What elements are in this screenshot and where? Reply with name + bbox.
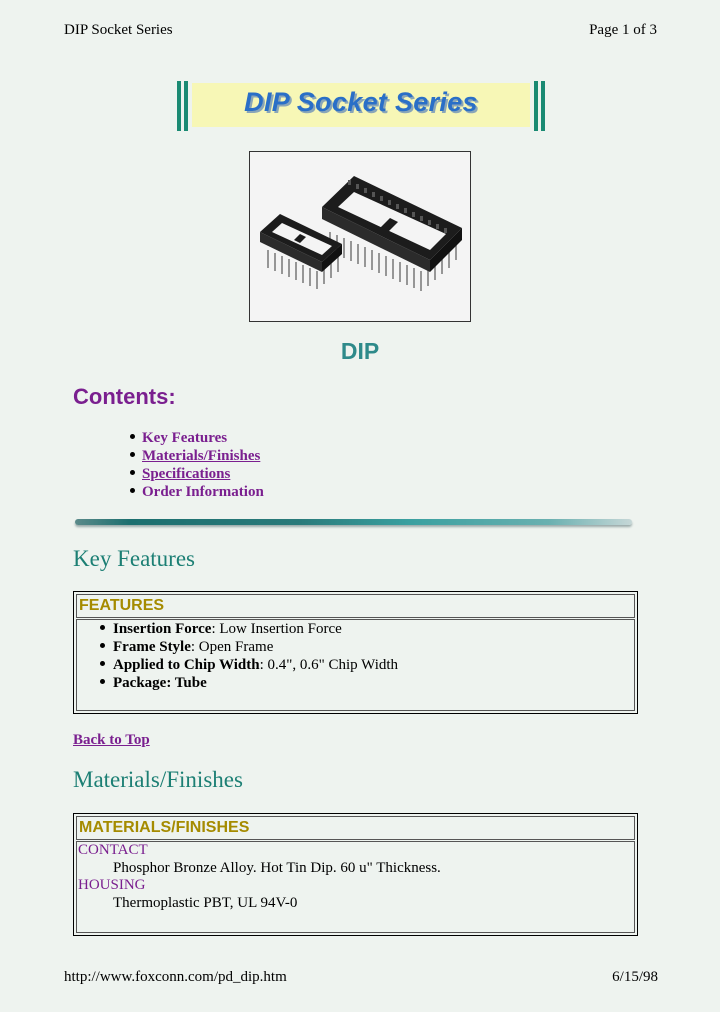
features-list: [100, 621, 398, 693]
features-heading: FEATURES: [79, 597, 165, 614]
feature-item: Applied to Chip Width: 0.4", 0.6" Chip Width: [100, 657, 398, 675]
bullet-icon: [100, 679, 105, 684]
title-banner: [177, 81, 545, 131]
bullet-icon: [130, 470, 135, 475]
dip-socket-image: [250, 152, 470, 321]
feature-item: Frame Style: Open Frame: [100, 639, 398, 657]
bullet-icon: [130, 452, 135, 457]
section-divider: [75, 519, 632, 525]
contents-list: [130, 430, 264, 502]
feature-item: Insertion Force: Low Insertion Force: [100, 621, 398, 639]
bullet-icon: [100, 625, 105, 630]
contents-item-materials[interactable]: Materials/Finishes: [130, 448, 264, 466]
feature-item: Package: Tube: [100, 675, 398, 693]
contents-item-specifications[interactable]: Specifications: [130, 466, 264, 484]
back-to-top-link[interactable]: Back to Top: [73, 732, 150, 748]
page-number: Page 1 of 3: [589, 22, 657, 38]
features-table-header: [76, 594, 635, 618]
materials-table-header: [76, 816, 635, 840]
bullet-icon: [130, 434, 135, 439]
page-url: http://www.foxconn.com/pd_dip.htm: [64, 969, 287, 985]
materials-table-body: [76, 841, 635, 933]
page-header-title: DIP Socket Series: [64, 22, 173, 38]
contact-text: Phosphor Bronze Alloy. Hot Tin Dip. 60 u" Thickness.: [113, 860, 441, 876]
bullet-icon: [100, 643, 105, 648]
housing-label: HOUSING: [78, 877, 146, 893]
housing-text: Thermoplastic PBT, UL 94V-0: [113, 895, 298, 911]
banner-title: DIP Socket Series: [244, 87, 478, 117]
bullet-icon: [100, 661, 105, 666]
page-date: 6/15/98: [612, 969, 658, 985]
contents-item-order-information[interactable]: Order Information: [130, 484, 264, 502]
product-label: DIP: [340, 338, 380, 364]
materials-heading: MATERIALS/FINISHES: [79, 819, 250, 836]
product-photo: [249, 151, 471, 322]
contact-label: CONTACT: [78, 842, 148, 858]
contents-title: Contents:: [73, 384, 176, 409]
key-features-title: Key Features: [73, 546, 195, 571]
materials-table: [73, 813, 638, 936]
features-table: [73, 591, 638, 714]
bullet-icon: [130, 488, 135, 493]
contents-item-key-features[interactable]: Key Features: [130, 430, 264, 448]
materials-title: Materials/Finishes: [73, 767, 243, 792]
